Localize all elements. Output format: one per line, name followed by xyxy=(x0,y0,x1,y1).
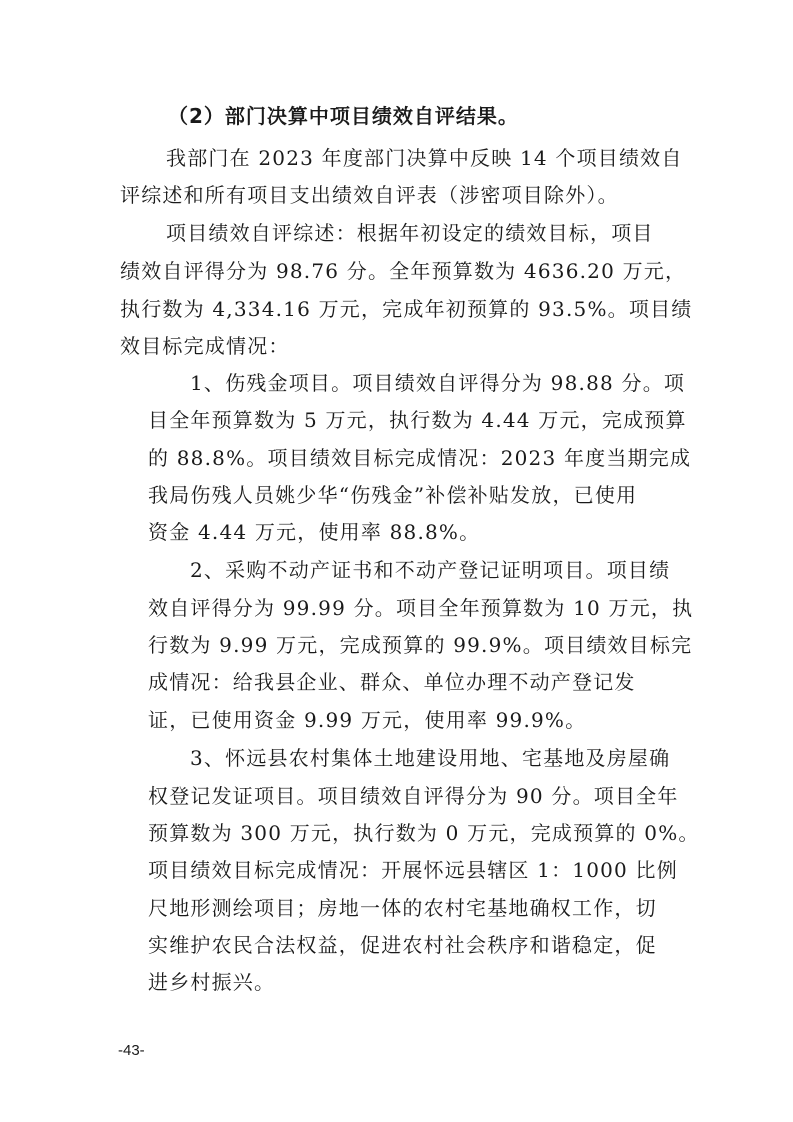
paragraph-2-line-2: 绩效自评得分为 98.76 分。全年预算数为 4636.20 万元， xyxy=(120,259,687,283)
paragraph-5-line-4: 项目绩效目标完成情况：开展怀远县辖区 1：1000 比例 xyxy=(148,858,678,882)
paragraph-1-line-1: 我部门在 2023 年度部门决算中反映 14 个项目绩效自 xyxy=(166,146,683,170)
paragraph-1-line-2: 评综述和所有项目支出绩效自评表（涉密项目除外）。 xyxy=(120,183,619,207)
paragraph-3-line-2: 目全年预算数为 5 万元，执行数为 4.44 万元，完成预算 xyxy=(148,408,687,432)
paragraph-5-line-5: 尺地形测绘项目；房地一体的农村宅基地确权工作，切 xyxy=(148,896,657,920)
paragraph-4-line-5: 证，已使用资金 9.99 万元，使用率 99.9%。 xyxy=(148,708,587,732)
paragraph-4-line-3: 行数为 9.99 万元，完成预算的 99.9%。项目绩效目标完 xyxy=(148,633,693,657)
paragraph-3-line-4: 我局伤残人员姚少华“伤残金”补偿补贴发放，已使用 xyxy=(148,483,638,507)
paragraph-3-line-5: 资金 4.44 万元，使用率 88.8%。 xyxy=(148,520,481,544)
page-number: -43- xyxy=(118,1042,145,1059)
paragraph-5-line-3: 预算数为 300 万元，执行数为 0 万元，完成预算的 0%。 xyxy=(148,821,700,845)
paragraph-3-line-3: 的 88.8%。项目绩效目标完成情况：2023 年度当期完成 xyxy=(148,446,692,470)
section-heading: （2）部门决算中项目绩效自评结果。 xyxy=(168,104,519,128)
paragraph-4-line-4: 成情况：给我县企业、群众、单位办理不动产登记发 xyxy=(148,670,636,694)
paragraph-2-line-4: 效目标完成情况： xyxy=(120,334,290,358)
paragraph-2-line-3: 执行数为 4,334.16 万元，完成年初预算的 93.5%。项目绩 xyxy=(120,297,693,321)
paragraph-4-line-1: 2、采购不动产证书和不动产登记证明项目。项目绩 xyxy=(190,558,671,582)
paragraph-5-line-2: 权登记发证项目。项目绩效自评得分为 90 分。项目全年 xyxy=(148,784,679,808)
paragraph-5-line-1: 3、怀远县农村集体土地建设用地、宅基地及房屋确 xyxy=(190,746,671,770)
paragraph-5-line-7: 进乡村振兴。 xyxy=(148,970,276,994)
paragraph-3-line-1: 1、伤残金项目。项目绩效自评得分为 98.88 分。项 xyxy=(190,371,686,395)
paragraph-4-line-2: 效自评得分为 99.99 分。项目全年预算数为 10 万元，执 xyxy=(148,596,694,620)
paragraph-5-line-6: 实维护农民合法权益，促进农村社会秩序和谐稳定，促 xyxy=(148,933,657,957)
paragraph-2-line-1: 项目绩效自评综述：根据年初设定的绩效目标，项目 xyxy=(166,221,654,245)
